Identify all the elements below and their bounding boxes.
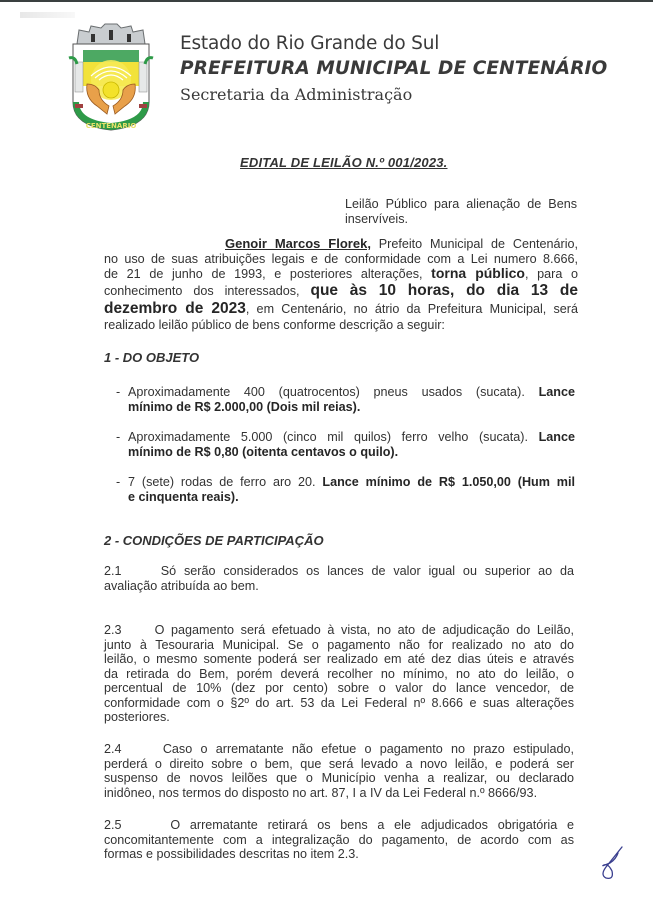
scan-artifact <box>20 12 75 18</box>
item-text: Aproximadamente 400 (quatrocentos) pneus usados (sucata). <box>128 385 539 399</box>
emphasis-text: torna público <box>431 265 525 281</box>
subject-line: Leilão Público para alienação de Bens <box>345 197 577 211</box>
item-bold: Lance <box>538 430 575 444</box>
intro-line <box>104 237 578 252</box>
crest-label: CENTENÁRIO <box>85 122 137 130</box>
item-line <box>128 385 575 400</box>
intro-text: de 21 de junho de 1993, e posteriores alterações, <box>104 267 432 281</box>
bullet-dash: - <box>116 475 121 489</box>
item-line <box>128 475 575 490</box>
auction-date: dezembro de 2023 <box>104 299 246 317</box>
item-text: Aproximadamente 5.000 (cinco mil quilos) ferro velho (sucata). <box>128 430 539 444</box>
prefecture-name: PREFEITURA MUNICIPAL DE CENTENÁRIO <box>180 58 608 79</box>
subject-line: inservíveis. <box>345 211 408 226</box>
window-top-edge <box>0 0 653 2</box>
clause-2-3 <box>104 623 574 725</box>
item-line <box>128 430 575 445</box>
clause-line: 2.1 Só serão considerados os lances de valor igual ou superior ao da <box>104 564 574 578</box>
municipal-crest-icon <box>65 22 157 134</box>
clause-line: suspenso de novos leilões que o Município venha a realizar, ou declarado <box>104 771 574 785</box>
department-name: Secretaria da Administração <box>180 85 413 104</box>
subject <box>345 197 577 226</box>
minimum-bid: mínimo de R$ 0,80 (oitenta centavos o quilo). <box>128 444 399 459</box>
letterhead <box>180 32 607 108</box>
clause-line: leilão, o mesmo somente poderá ser realizado em até dez dias úteis e através <box>104 652 574 666</box>
clause-line: 2.5 O arrematante retirará os bens a ele adjudicados obrigatória e <box>104 818 574 832</box>
clause-line: junto à Tesouraria Municipal. Se o pagamento não for realizado no ato do <box>104 637 574 652</box>
item-text: 7 (sete) rodas de ferro aro 20. <box>128 475 323 489</box>
clause-2-1 <box>104 564 574 593</box>
mayor-name: Genoir Marcos Florek, <box>225 236 371 251</box>
bullet-dash: - <box>116 385 121 399</box>
intro-line <box>104 282 578 300</box>
intro-text: , para o <box>524 267 578 281</box>
document-title: EDITAL DE LEILÃO N.º 001/2023. <box>240 155 448 170</box>
item-bold: Lance <box>538 385 575 399</box>
clause-line: posteriores. <box>104 710 170 724</box>
clause-line: percentual de 10% (dez por cento) sobre o valor do lance vencedor, de <box>104 681 574 695</box>
clause-line: 2.3 O pagamento será efetuado à vista, no ato de adjudicação do Leilão, <box>104 623 574 637</box>
intro-text: Prefeito Municipal de Centenário, <box>370 237 578 251</box>
clause-line: da retirada do Bem, porém deverá recolher no mínimo, no ato do leilão, o <box>104 666 574 681</box>
bullet-dash: - <box>116 430 121 444</box>
minimum-bid: mínimo de R$ 2.000,00 (Dois mil reias). <box>128 399 361 414</box>
list-item <box>116 475 575 504</box>
auction-time: que às 10 horas, do dia 13 de <box>310 281 579 299</box>
clause-line: formas e possibilidades descritas no item 2.3. <box>104 847 359 861</box>
clause-2-5 <box>104 818 574 862</box>
clause-line: inidôneo, nos termos do disposto no art. 87, I a IV da Lei Federal n.º 8666/93. <box>104 785 538 800</box>
minimum-bid: Lance mínimo de R$ 1.050,00 (Hum mil <box>322 475 575 489</box>
clause-line: 2.4 Caso o arrematante não efetue o pagamento no prazo estipulado, <box>104 742 574 756</box>
clause-2-4 <box>104 742 574 800</box>
intro-text: , em Centenário, no átrio da Prefeitura Municipal, será <box>245 301 578 316</box>
clause-line: concomitantemente com a integralização do pagamento, de acordo com as <box>104 832 574 847</box>
intro-paragraph <box>104 237 578 332</box>
list-item <box>116 430 575 459</box>
state-name: Estado do Rio Grande do Sul <box>180 33 440 54</box>
clause-line: avaliação atribuída ao bem. <box>104 578 259 593</box>
intro-line: realizado leilão público de bens conforme descrição a seguir: <box>104 317 445 332</box>
section-heading: 2 - CONDIÇÕES DE PARTICIPAÇÃO <box>104 533 324 548</box>
minimum-bid: e cinquenta reais). <box>128 489 239 504</box>
list-item <box>116 385 575 414</box>
signature-initial-icon <box>596 845 626 881</box>
intro-line <box>104 266 578 282</box>
section-heading: 1 - DO OBJETO <box>104 350 200 365</box>
intro-text: conhecimento dos interessados, <box>104 283 311 298</box>
clause-line: conformidade com o §2º do art. 53 da Lei Federal nº 8.666 e suas alterações <box>104 695 574 710</box>
clause-line: perderá o direito sobre o bem, que será levado a novo leilão, e poderá ser <box>104 756 574 771</box>
intro-line <box>104 300 578 318</box>
intro-line: no uso de suas atribuições legais e de conformidade com a Lei numero 8.666, <box>104 251 578 266</box>
